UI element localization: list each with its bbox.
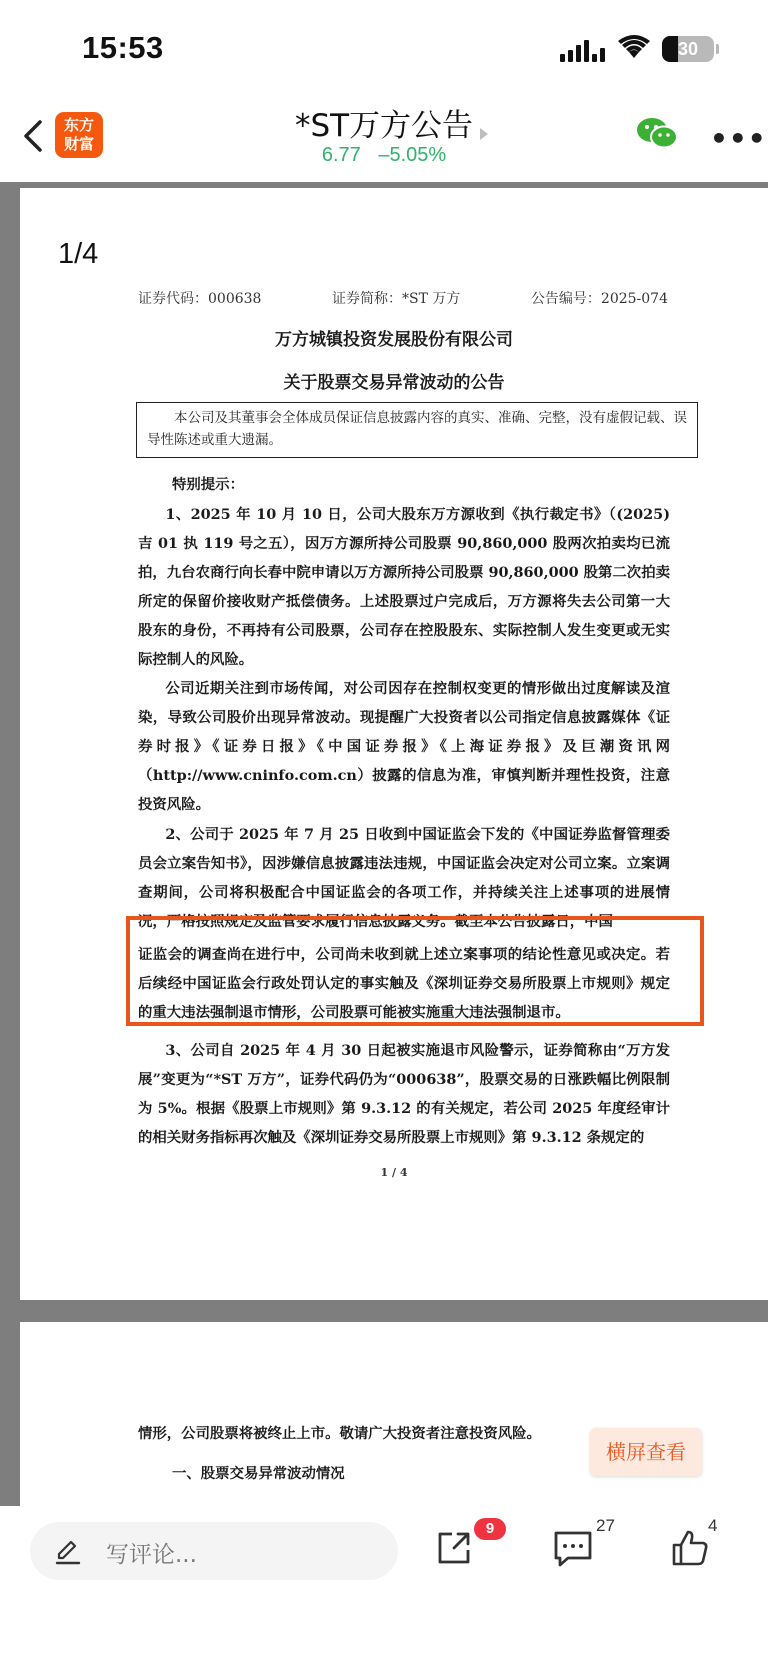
comment-icon[interactable]	[552, 1528, 594, 1568]
paragraph-2: 公司近期关注到市场传闻，对公司因存在控制权变更的情形做出过度解读及渲染，导致公司股价出现异常波动。现提醒广大投资者以公司指定信息披露媒体《证券时报》《证券日报》《中国证券报》《上海证券报》及巨潮资讯网（http://www.cninfo.com.cn）披露的信息为准，审慎判断并理性投资，注意投资风险。	[138, 680, 670, 813]
quote-arrow-icon[interactable]	[480, 128, 488, 140]
wifi-icon	[617, 34, 651, 60]
bottom-action-bar	[0, 1506, 768, 1664]
battery-nub	[716, 44, 719, 54]
thumbs-up-icon[interactable]	[670, 1528, 710, 1568]
page-indicator: 1/4	[58, 238, 99, 270]
cellular-signal-icon	[560, 36, 605, 62]
paragraph-3: 2、公司于 2025 年 7 月 25 日收到中国证监会下发的《中国证券监督管理委员会立案告知书》，因涉嫌信息披露违法违规，中国证监会决定对公司立案。立案调查期间，公司将积极配合中国证监会的各项工作，并持续关注上述事项的进展情况，严格按照规定及监管要求履行信息披露义务。截至本公告披露日，中国	[138, 826, 670, 930]
company-name: 万方城镇投资发展股份有限公司	[275, 330, 513, 350]
landscape-view-button[interactable]: 横屏查看	[590, 1428, 702, 1476]
special-notice-heading: 特别提示：	[172, 476, 244, 493]
security-short-name: 证券简称：*ST 万方	[331, 291, 461, 307]
pdf-viewer[interactable]	[0, 182, 768, 1506]
declaration-box: 本公司及其董事会全体成员保证信息披露内容的真实、准确、完整，没有虚假记载、误导性陈述或重大遗漏。	[136, 402, 698, 458]
paragraph-1: 1、2025 年 10 月 10 日，公司大股东万方源收到《执行裁定书》（(2025)吉 01 执 119 号之五），因万方源所持公司股票 90,860,000 股两次拍卖均已流拍，九台农商行向长春中院申请以万方源所持公司股票 90,860,000 股第二次拍卖所定的保留价接收财产抵偿债务。上述股票过户完成后，万方源将失去公司第一大股东的身份，不再持有公司股票，公司存在控股股东、实际控制人发生变更或无实际控制人的风险。	[138, 506, 670, 668]
status-bar	[0, 0, 768, 96]
status-time: 15:53	[82, 30, 164, 65]
battery-icon	[662, 36, 714, 62]
stock-change: –5.05%	[378, 144, 447, 166]
more-menu-icon[interactable]: •••	[710, 122, 767, 155]
comment-placeholder: 写评论...	[106, 1542, 197, 1568]
announcement-meta	[138, 288, 668, 308]
page2-line-1: 情形，公司股票将被终止上市。敬请广大投资者注意投资风险。	[138, 1425, 541, 1442]
pencil-icon	[54, 1537, 82, 1565]
battery-level: 30	[677, 39, 699, 59]
logo-line-1: 东方	[63, 116, 94, 134]
document-page-2	[20, 1322, 768, 1506]
logo-line-2: 财富	[63, 135, 94, 153]
paragraph-3-highlighted: 证监会的调查尚在进行中，公司尚未收到就上述立案事项的结论性意见或决定。若后续经中国证监会行政处罚认定的事实触及《深圳证券交易所股票上市规则》规定的重大违法强制退市情形，公司股票可能被实施重大违法强制退市。	[138, 946, 670, 1021]
share-icon[interactable]	[434, 1528, 474, 1568]
page2-line-2: 一、股票交易异常波动情况	[172, 1465, 345, 1482]
comment-input[interactable]	[30, 1522, 398, 1580]
stock-price: 6.77	[321, 144, 361, 166]
security-code: 证券代码：000638	[138, 291, 262, 307]
page-title: *ST万方公告	[294, 108, 474, 144]
paragraph-4: 3、公司自 2025 年 4 月 30 日起被实施退市风险警示，证券简称由“万方发展”变更为“*ST 万方”，证券代码仍为“000638”，股票交易的日涨跌幅比例限制为 5%。根据《股票上市规则》第 9.3.12 的有关规定，若公司 2025 年度经审计的相关财务指标再次触及《深圳证券交易所股票上市规则》第 9.3.12 条规定的	[138, 1042, 670, 1146]
wechat-share-icon[interactable]	[636, 116, 680, 152]
announcement-title: 关于股票交易异常波动的公告	[283, 373, 505, 393]
like-count: 4	[708, 1516, 718, 1535]
document-page-1	[20, 188, 768, 1300]
page-footer-number: 1 / 4	[380, 1166, 408, 1179]
nav-bar	[0, 96, 768, 182]
share-badge: 9	[474, 1518, 506, 1540]
comment-count: 27	[596, 1516, 615, 1535]
announcement-number: 公告编号：2025-074	[530, 291, 668, 307]
